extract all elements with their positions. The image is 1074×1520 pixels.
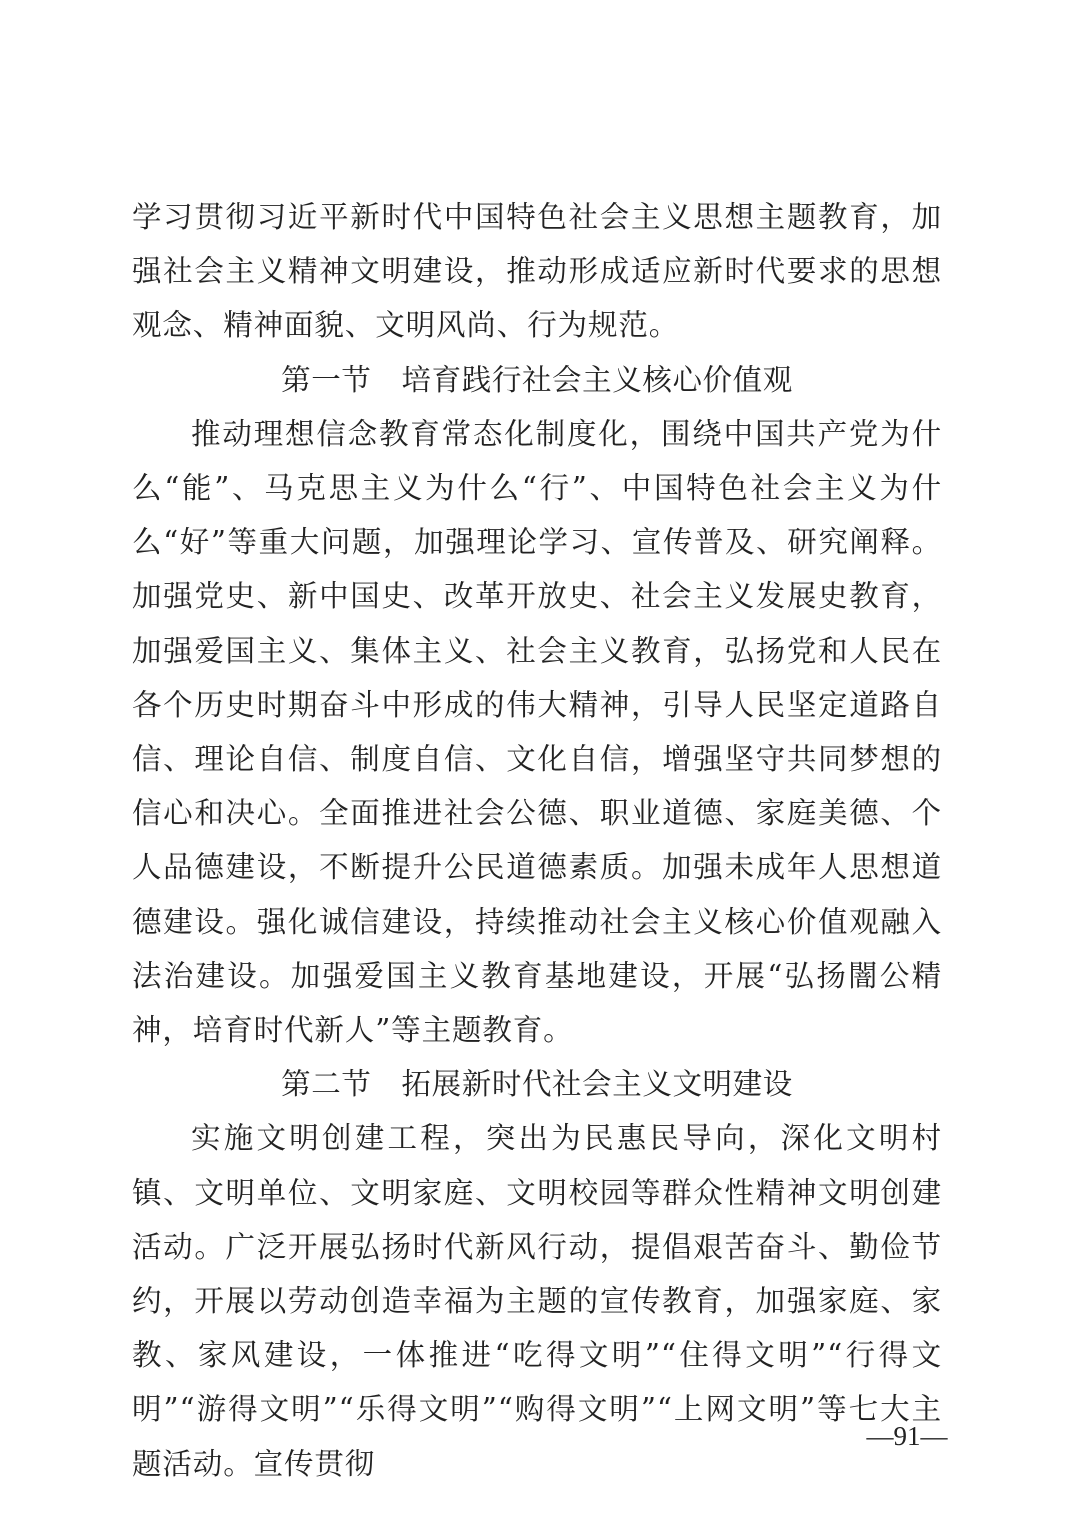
section2-paragraph: 实施文明创建工程，突出为民惠民导向，深化文明村镇、文明单位、文明家庭、文明校园等群众性精神文明创建活动。广泛开展弘扬时代新风行动，提倡艰苦奋斗、勤俭节约，开展以劳动创造幸福为主题的宣传教育，加强家庭、家教、家风建设，一体推进“吃得文明”“住得文明”“行得文明”“游得文明”“乐得文明”“购得文明”“上网文明”等七大主题活动。宣传贯彻 [132,1121,942,1481]
intro-paragraph: 学习贯彻习近平新时代中国特色社会主义思想主题教育，加强社会主义精神文明建设，推动形成适应新时代要求的思想观念、精神面貌、文明风尚、行为规范。 [132,200,942,343]
section2-heading: 第二节 拓展新时代社会主义文明建设 [281,1067,793,1102]
section1-paragraph: 推动理想信念教育常态化制度化，围绕中国共产党为什么“能”、马克思主义为什么“行”、中国特色社会主义为什么“好”等重大问题，加强理论学习、宣传普及、研究阐释。加强党史、新中国史、改革开放史、社会主义发展史教育，加强爱国主义、集体主义、社会主义教育，弘扬党和人民在各个历史时期奋斗中形成的伟大精神，引导人民坚定道路自信、理论自信、制度自信、文化自信，增强坚守共同梦想的信心和决心。全面推进社会公德、职业道德、家庭美德、个人品德建设，不断提升公民道德素质。加强未成年人思想道德建设。强化诚信建设，持续推动社会主义核心价值观融入法治建设。加强爱国主义教育基地建设，开展“弘扬闇公精神，培育时代新人”等主题教育。 [132,416,942,1048]
page-number: —91— [866,1421,948,1451]
section1-heading: 第一节 培育践行社会主义核心价值观 [281,362,793,397]
page-content [132,190,942,1491]
